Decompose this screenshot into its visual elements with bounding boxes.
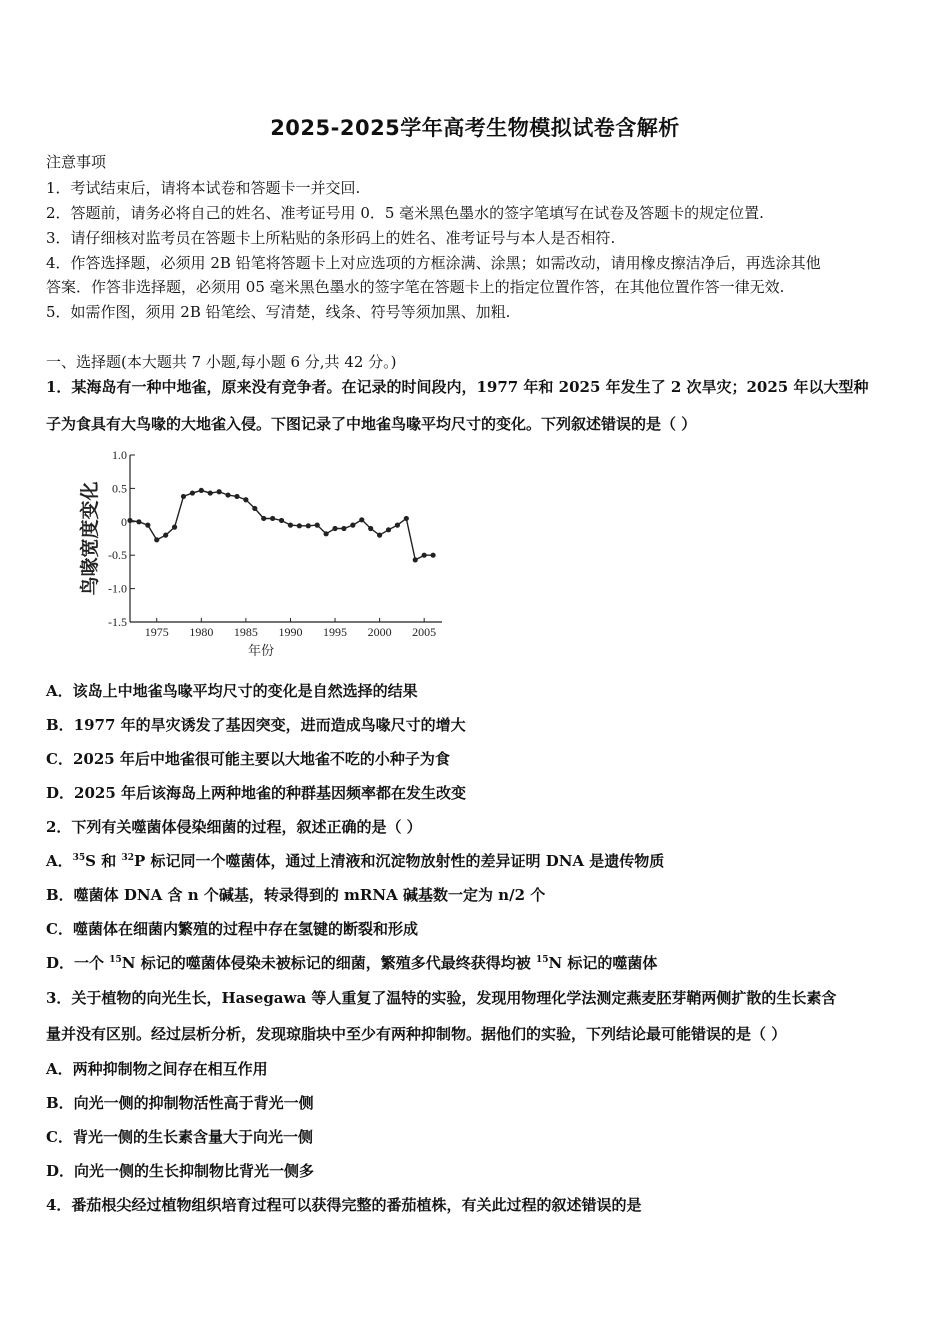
q2-option-b[interactable]: B．噬菌体 DNA 含 n 个碱基，转录得到的 mRNA 碱基数一定为 n/2 个 (46, 886, 546, 904)
q1-option-c[interactable]: C．2025 年后中地雀很可能主要以大地雀不吃的小种子为食 (46, 750, 450, 768)
q1-option-a[interactable]: A．该岛上中地雀鸟喙平均尺寸的变化是自然选择的结果 (46, 682, 418, 700)
option-text: N 标记的噬菌体侵染未被标记的细菌，繁殖多代最终获得均被 (121, 954, 536, 972)
data-point (377, 533, 382, 538)
data-point (368, 526, 373, 531)
data-point (430, 553, 435, 558)
option-label: A． (46, 852, 73, 870)
question-3-stem: 3．关于植物的向光生长，Hasegawa 等人重复了温特的实验，发现用物理化学法测定燕麦胚芽鞘两侧扩散的生长素含 (46, 989, 837, 1007)
y-tick-label: -1.0 (108, 581, 127, 596)
x-tick-label: 1985 (233, 625, 258, 639)
data-point (341, 526, 346, 531)
notice-item: 答案．作答非选择题，必须用 05 毫米黑色墨水的签字笔在答题卡上的指定位置作答，在其他位置作答一律无效. (46, 278, 785, 296)
page-title: 2025-2025学年高考生物模拟试卷含解析 (270, 116, 680, 140)
y-tick-label: 0.5 (112, 481, 127, 496)
data-point (404, 516, 409, 521)
notice-item: 3．请仔细核对监考员在答题卡上所粘贴的条形码上的姓名、准考证号与本人是否相符. (46, 229, 616, 247)
superscript: 15 (535, 955, 549, 965)
q2-option-d[interactable] (46, 953, 916, 973)
data-point (332, 526, 337, 531)
y-tick-label: 1.0 (112, 448, 127, 462)
notice-heading: 注意事项 (46, 153, 107, 171)
notice-item: 5．如需作图，须用 2B 铅笔绘、写清楚，线条、符号等须加黑、加粗. (46, 303, 511, 321)
option-text: S 和 (85, 852, 122, 870)
beak-size-chart (70, 440, 450, 662)
data-point (297, 523, 302, 528)
x-axis-label: 年份 (247, 644, 275, 659)
superscript: 35 (72, 853, 86, 863)
q2-option-c[interactable]: C．噬菌体在细菌内繁殖的过程中存在氢键的断裂和形成 (46, 920, 418, 938)
notice-item: 1．考试结束后，请将本试卷和答题卡一并交回. (46, 179, 361, 197)
chart-svg (70, 440, 450, 662)
question-3-stem: 量并没有区别。经过层析分析，发现琼脂块中至少有两种抑制物。据他们的实验，下列结论最可能错误的是（ ） (46, 1025, 787, 1043)
data-point (359, 517, 364, 522)
data-point (386, 527, 391, 532)
y-tick-label: -0.5 (108, 548, 127, 563)
data-point (422, 553, 427, 558)
notice-item: 2．答题前，请务必将自己的姓名、准考证号用 0．5 毫米黑色墨水的签字笔填写在试卷及答题卡的规定位置. (46, 204, 764, 222)
question-4-stem: 4．番茄根尖经过植物组织培育过程可以获得完整的番茄植株，有关此过程的叙述错误的是 (46, 1196, 642, 1214)
data-point (127, 518, 132, 523)
data-point (234, 494, 239, 499)
option-text: N 标记的噬菌体 (548, 954, 658, 972)
data-point (350, 523, 355, 528)
option-text: P 标记同一个噬菌体，通过上清液和沉淀物放射性的差异证明 DNA 是遗传物质 (133, 852, 665, 870)
data-point (243, 497, 248, 502)
data-point (163, 533, 168, 538)
q1-option-b[interactable]: B．1977 年的旱灾诱发了基因突变，进而造成鸟喙尺寸的增大 (46, 716, 466, 734)
x-tick-label: 1990 (278, 625, 303, 639)
option-label: D．一个 (46, 954, 110, 972)
question-1-stem: 子为食具有大鸟喙的大地雀入侵。下图记录了中地雀鸟喙平均尺寸的变化。下列叙述错误的是（ ） (46, 415, 697, 433)
x-tick-label: 2000 (367, 625, 392, 639)
data-point (172, 525, 177, 530)
x-tick-label: 2005 (412, 625, 437, 639)
x-tick-label: 1995 (323, 625, 348, 639)
y-axis-label: 鸟喙宽度变化 (79, 481, 101, 596)
data-point (225, 492, 230, 497)
data-point (145, 523, 150, 528)
superscript: 15 (109, 955, 122, 965)
data-point (154, 537, 159, 542)
data-point (217, 489, 222, 494)
question-2-stem: 2．下列有关噬菌体侵染细菌的过程，叙述正确的是（ ） (46, 818, 422, 836)
data-point (199, 488, 204, 493)
data-point (136, 519, 141, 524)
data-point (315, 523, 320, 528)
q3-option-a[interactable]: A．两种抑制物之间存在相互作用 (46, 1060, 268, 1078)
q3-option-b[interactable]: B．向光一侧的抑制物活性高于背光一侧 (46, 1094, 314, 1112)
data-point (324, 531, 329, 536)
data-point (270, 516, 275, 521)
data-point (288, 523, 293, 528)
superscript: 32 (121, 853, 134, 863)
q1-option-d[interactable]: D．2025 年后该海岛上两种地雀的种群基因频率都在发生改变 (46, 784, 466, 802)
data-point (279, 518, 284, 523)
question-1-stem: 1．某海岛有一种中地雀，原来没有竞争者。在记录的时间段内，1977 年和 2025 年发生了 2 次旱灾；2025 年以大型种 (46, 378, 869, 396)
q3-option-c[interactable]: C．背光一侧的生长素含量大于向光一侧 (46, 1128, 313, 1146)
y-tick-label: 0 (121, 514, 127, 529)
x-tick-label: 1975 (144, 625, 169, 639)
x-tick-label: 1980 (189, 625, 214, 639)
data-point (413, 557, 418, 562)
notice-item: 4．作答选择题，必须用 2B 铅笔将答题卡上对应选项的方框涂满、涂黑；如需改动，请用橡皮擦洁净后，再选涂其他 (46, 254, 821, 272)
data-point (208, 490, 213, 495)
data-point (261, 516, 266, 521)
data-point (190, 490, 195, 495)
q2-option-a[interactable] (46, 851, 916, 871)
data-point (306, 523, 311, 528)
q3-option-d[interactable]: D．向光一侧的生长抑制物比背光一侧多 (46, 1162, 315, 1180)
data-point (181, 494, 186, 499)
data-point (395, 523, 400, 528)
section-heading: 一、选择题(本大题共 7 小题,每小题 6 分,共 42 分。) (46, 353, 397, 371)
y-tick-label: -1.5 (108, 615, 127, 629)
data-point (252, 506, 257, 511)
